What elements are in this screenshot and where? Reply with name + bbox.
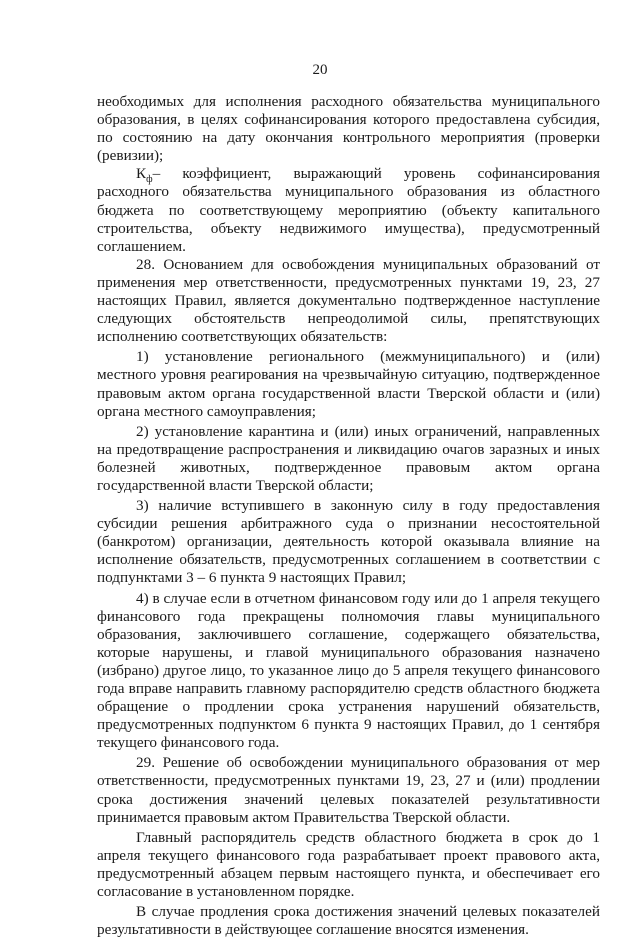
paragraph-28: 28. Основанием для освобождения муниципальных образований от применения мер ответственности, предусмотренных пунктами 19, 23, 27 настоящих Правил, является документально подтвержденное наступление следующих обстоятельств непреодолимой силы, препятствующих исполнению соответствующих обязательств: — [97, 255, 600, 346]
kf-definition-text: – коэффициент, выражающий уровень софинансирования расходного обязательства муниципального образования из областного бюджета по соответствующему мероприятию (объекту капитального строительства, объекту недвижимого имущества), предусмотренный соглашением. — [97, 165, 600, 255]
paragraph-kf-definition — [97, 165, 600, 255]
kf-symbol — [136, 165, 153, 186]
kf-symbol-subscript: ф — [146, 174, 153, 186]
paragraph-28-item-4: 4) в случае если в отчетном финансовом году или до 1 апреля текущего финансового года прекращены полномочия главы муниципального образования, заключившего соглашение, содержащего обязательства, которые нарушены, и главой муниципального образования назначено (избрано) другое лицо, то указанное лицо до 5 апреля текущего финансового года вправе направить главному распорядителю средств областного бюджета обращение о продлении срока устранения нарушений обязательств, предусмотренных подпунктом 6 пункта 9 настоящих Правил, до 1 сентября текущего финансового года. — [97, 589, 600, 752]
kf-symbol-base: К — [136, 165, 147, 183]
paragraph-29-part-3: В случае продления срока достижения значений целевых показателей результативности в действующее соглашение вносятся изменения. — [97, 903, 600, 939]
body-text — [97, 93, 600, 939]
paragraph-28-item-3: 3) наличие вступившего в законную силу в году предоставления субсидии решения арбитражного суда о признании несостоятельной (банкротом) организации, деятельность которой оказывала влияние на исполнение обязательств, предусмотренных соглашением в соответствии с подпунктами 3 – 6 пункта 9 настоящих Правил; — [97, 497, 600, 587]
paragraph-29-part-2: Главный распорядитель средств областного бюджета в срок до 1 апреля текущего финансового года разрабатывает проект правового акта, предусмотренный абзацем первым настоящего пункта, и обеспечивает его согласование в установленном порядке. — [97, 828, 600, 901]
paragraph-29: 29. Решение об освобождении муниципального образования от мер ответственности, предусмотренных пунктами 19, 23, 27 и (или) продлении срока достижения значений целевых показателей результативности принимается правовым актом Правительства Тверской области. — [97, 754, 600, 826]
paragraph-continuation: необходимых для исполнения расходного обязательства муниципального образования, в целях софинансирования которого предоставлена субсидия, по состоянию на дату окончания контрольного мероприятия (проверки (ревизии); — [97, 93, 600, 165]
paragraph-28-item-2: 2) установление карантина и (или) иных ограничений, направленных на предотвращение распространения и ликвидацию очагов заразных и иных болезней животных, подтвержденное правовым актом органа государственной власти Тверской области; — [97, 422, 600, 494]
paragraph-28-item-1: 1) установление регионального (межмуниципального) и (или) местного уровня реагирования на чрезвычайную ситуацию, подтвержденное правовым актом органа государственной власти Тверской области и (или) органа местного самоуправления; — [97, 348, 600, 420]
page-number: 20 — [312, 62, 328, 78]
